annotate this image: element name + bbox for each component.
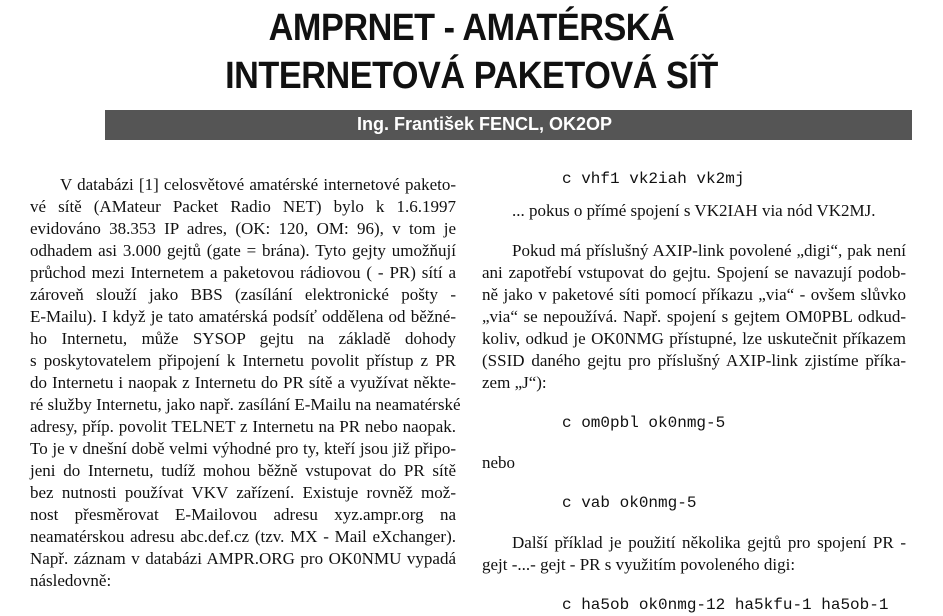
body-line: Další příklad je použití několika gejtů pro spojení PR - (512, 533, 906, 552)
body-line: nost přesměrovat E-Mailovou adresu xyz.ampr.org na (30, 505, 456, 524)
body-line: zároveň slouží jako BBS (zasílání elektronické pošty - (30, 285, 456, 304)
body-line: koliv, odkud je OK0NMG přístupné, lze uskutečnit příkazem (482, 329, 906, 348)
body-line: ně jako v paketové síti pomocí příkazu „via“ - ovšem slůvko (482, 285, 906, 304)
author-name: Ing. František FENCL, OK2OP (356, 114, 612, 134)
body-line: jeni do Internetu, tudíž mohou běžně vstupovat do PR sítě (30, 461, 456, 480)
body-line: neamatérskou adresu abc.def.cz (tzv. MX - Mail eXchanger). (30, 527, 456, 546)
body-line: vé sítě (AMateur Packet Radio NET) bylo k 1.6.1997 (30, 197, 456, 216)
article-title-line-2: INTERNETOVÁ PAKETOVÁ SÍŤ (225, 55, 718, 97)
author-banner (105, 110, 912, 140)
command-example: c ha5ob ok0nmg-12 ha5kfu-1 ha5ob-1 (562, 596, 889, 614)
body-line: gejt -...- gejt - PR s využitím povoleného digi: (482, 555, 796, 574)
body-line: adresy, příp. povolit TELNET z Internetu na PR nebo naopak. (30, 417, 456, 436)
body-line: nebo (482, 453, 516, 472)
body-line: „via“ se nepoužívá. Např. spojení s gejtem OM0PBL odkud- (482, 307, 906, 326)
body-line: s poskytovatelem připojení k Internetu povolit přístup z PR (30, 351, 456, 370)
command-example: c vab ok0nmg-5 (562, 494, 697, 512)
body-line: V databázi [1] celosvětové amatérské internetové paketo- (60, 175, 456, 194)
body-line: následovně: (30, 571, 112, 590)
body-line: průchod mezi Internetem a paketovou rádiovou ( - PR) sítí a (30, 263, 456, 282)
body-line: (SSID daného gejtu pro příslušný AXIP-link zjistíme příka- (482, 351, 906, 370)
body-line: odhadem asi 3.000 gejtů (gate = brána). Tyto gejty umožňují (30, 241, 456, 260)
body-line: evidováno 38.353 IP adres, (OK: 120, OM: 96), v tom je (30, 219, 456, 238)
body-line: ho Internetu, může SYSOP gejtu na základě dohody (30, 329, 456, 348)
body-line: bez nutnosti používat VKV zařízení. Existuje rovněž mož- (30, 483, 456, 502)
left-column (30, 174, 461, 592)
article-title-line-1: AMPRNET - AMATÉRSKÁ (268, 7, 675, 49)
body-line: zem „J“): (482, 373, 547, 392)
body-line: Např. záznam v databázi AMPR.ORG pro OK0NMU vypadá (30, 549, 456, 568)
right-column (482, 168, 906, 616)
body-line: do Internetu i naopak z Internetu do PR sítě a využívat někte- (30, 373, 456, 392)
body-line: ... pokus o přímé spojení s VK2IAH via nód VK2MJ. (512, 201, 876, 220)
command-example: c om0pbl ok0nmg-5 (562, 414, 726, 432)
body-line: ré služby Internetu, jako např. zasílání E-Mailu na neamatérské (30, 395, 461, 414)
body-line: ani zapotřebí vstupovat do gejtu. Spojení se navazují podob- (482, 263, 906, 282)
body-line: To je v dnešní době velmi výhodné pro ty, kteří jsou již připo- (30, 439, 456, 458)
command-example: c vhf1 vk2iah vk2mj (562, 170, 745, 188)
body-line: E-Mailu). I když je tato amatérská podsíť oddělena od běžné- (30, 307, 456, 326)
body-line: Pokud má příslušný AXIP-link povolené „digi“, pak není (512, 241, 906, 260)
